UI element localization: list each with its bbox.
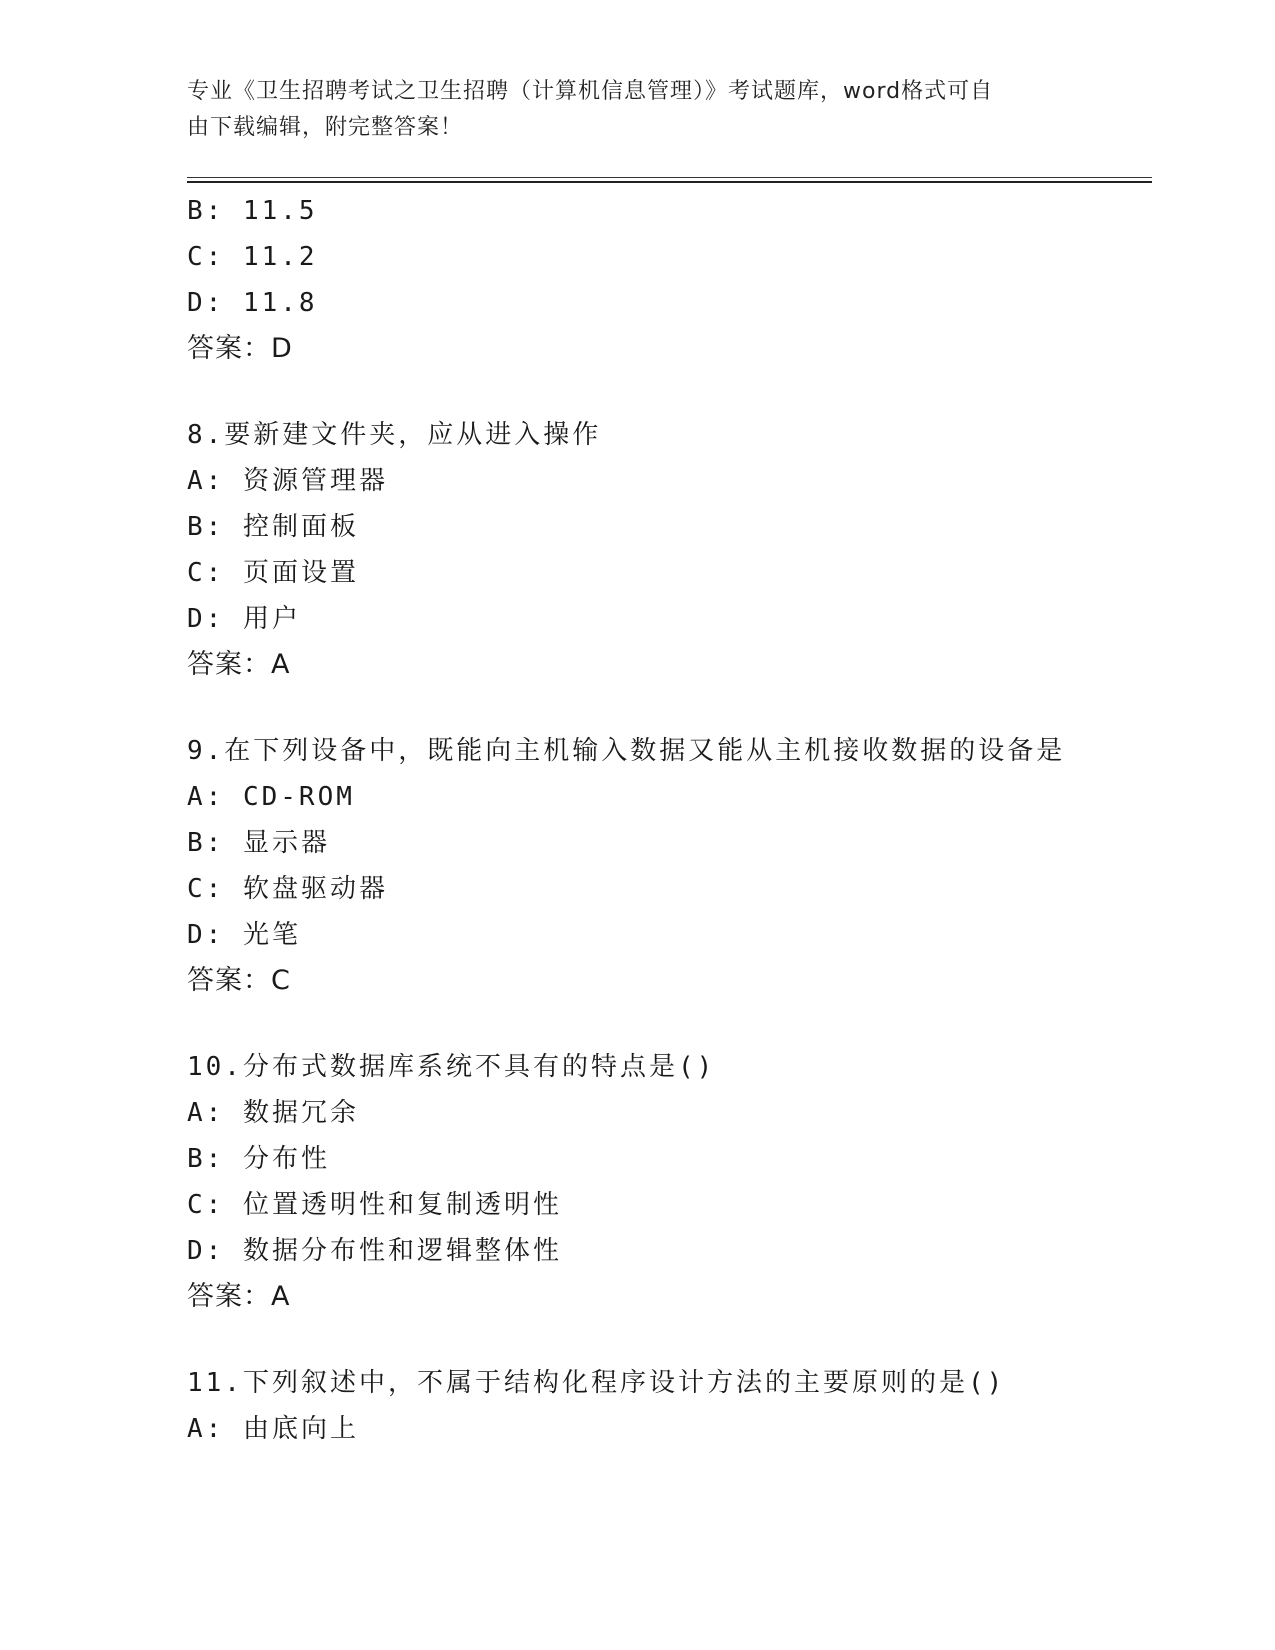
option-d: D: 用户 [187,604,301,634]
answer-line: 答案：D [187,333,293,364]
question-block-8 [187,412,1147,688]
option-c: C: 位置透明性和复制透明性 [187,1190,562,1220]
header-divider [187,177,1152,183]
question-block-11 [187,1360,1147,1452]
question-stem: 9.在下列设备中，既能向主机输入数据又能从主机接收数据的设备是 [187,736,1066,766]
option-b: B: 控制面板 [187,512,359,542]
answer-line: 答案：A [187,649,291,680]
question-block-10 [187,1044,1147,1320]
answer-line: 答案：A [187,1281,291,1312]
header-line-2: 由下载编辑，附完整答案！ [187,115,464,140]
question-list [187,188,1147,1452]
document-header [187,74,1067,146]
option-a: A: CD-ROM [187,782,355,812]
spacer [187,372,1147,412]
question-stem: 8.要新建文件夹，应从进入操作 [187,420,602,450]
option-c: C: 软盘驱动器 [187,874,388,904]
question-block-prev [187,188,1147,372]
option-c: C: 页面设置 [187,558,359,588]
option-a: A: 资源管理器 [187,466,388,496]
option-b: B: 分布性 [187,1144,330,1174]
option-d: D: 数据分布性和逻辑整体性 [187,1236,562,1266]
question-stem: 10.分布式数据库系统不具有的特点是() [187,1052,716,1082]
option-b: B: 11.5 [187,196,318,226]
option-a: A: 由底向上 [187,1414,359,1444]
header-line-1: 专业《卫生招聘考试之卫生招聘（计算机信息管理）》考试题库，word格式可自 [187,79,994,104]
option-a: A: 数据冗余 [187,1098,359,1128]
question-block-9 [187,728,1147,1004]
option-d: D: 11.8 [187,288,318,318]
answer-line: 答案：C [187,965,291,996]
spacer [187,1004,1147,1044]
spacer [187,688,1147,728]
question-stem: 11.下列叙述中，不属于结构化程序设计方法的主要原则的是() [187,1368,1006,1398]
option-b: B: 显示器 [187,828,330,858]
option-d: D: 光笔 [187,920,301,950]
spacer [187,1320,1147,1360]
option-c: C: 11.2 [187,242,318,272]
